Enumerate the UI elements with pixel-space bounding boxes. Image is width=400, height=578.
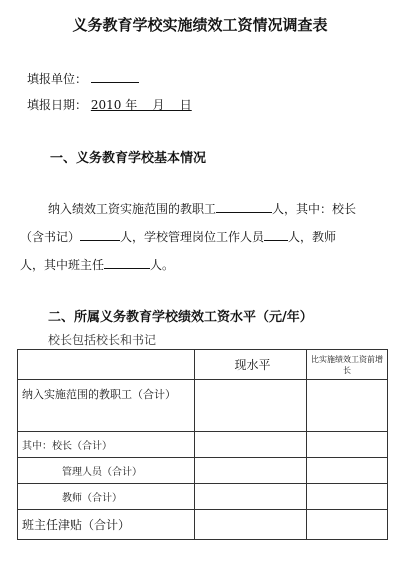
para-text: 人，学校管理岗位工作人员 — [120, 230, 265, 244]
principal-count-field[interactable] — [80, 228, 120, 241]
fill-unit-field[interactable] — [91, 70, 139, 83]
document-title: 义务教育学校实施绩效工资情况调查表 — [72, 16, 328, 34]
current-level-cell[interactable] — [195, 380, 307, 432]
para-text: 人，教师 — [288, 230, 337, 244]
fill-unit-label: 填报单位： — [27, 72, 88, 86]
row-label: 管理人员（合计） — [18, 458, 195, 484]
fill-date-field[interactable]: 2010 年 月 日 — [90, 98, 192, 112]
section-2-title: 二、所属义务教育学校绩效工资水平（元/年） — [48, 310, 313, 325]
row-label: 教师（合计） — [18, 484, 195, 510]
growth-cell[interactable] — [307, 510, 388, 540]
table-note: 校长包括校长和书记 — [48, 333, 157, 347]
growth-cell[interactable] — [307, 458, 388, 484]
header-growth: 比实施绩效工资前增长 — [307, 350, 388, 380]
table-row — [18, 484, 388, 510]
homeroom-count-field[interactable] — [104, 256, 150, 269]
row-label: 班主任津贴（合计） — [18, 510, 195, 540]
para-text: 人。 — [150, 258, 175, 272]
staff-count-field[interactable] — [216, 200, 272, 213]
table-row — [18, 510, 388, 540]
growth-cell[interactable] — [307, 432, 388, 458]
table-row — [18, 458, 388, 484]
fill-date-label: 填报日期： — [27, 98, 88, 112]
manager-count-field[interactable] — [264, 228, 288, 241]
current-level-cell[interactable] — [195, 510, 307, 540]
table-header-row — [18, 350, 388, 380]
salary-table — [17, 349, 388, 540]
growth-cell[interactable] — [307, 484, 388, 510]
fill-unit-row — [27, 70, 139, 87]
current-level-cell[interactable] — [195, 484, 307, 510]
growth-cell[interactable] — [307, 380, 388, 432]
header-current-level: 现水平 — [195, 350, 307, 380]
row-label: 其中：校长（合计） — [18, 432, 195, 458]
para-text: （含书记） — [20, 230, 81, 244]
row-label: 纳入实施范围的教职工（合计） — [18, 380, 195, 432]
current-level-cell[interactable] — [195, 432, 307, 458]
header-blank-cell — [18, 350, 195, 380]
paragraph-line-1 — [48, 197, 356, 221]
para-text: 纳入绩效工资实施范围的教职工 — [48, 202, 217, 216]
table-row — [18, 432, 388, 458]
table-row — [18, 380, 388, 432]
section-1-title: 一、义务教育学校基本情况 — [50, 151, 207, 166]
paragraph-line-3 — [20, 253, 174, 277]
para-text: 人，其中班主任 — [20, 258, 105, 272]
current-level-cell[interactable] — [195, 458, 307, 484]
paragraph-line-2 — [20, 225, 336, 249]
para-text: 人，其中：校长 — [272, 202, 357, 216]
fill-date-row — [27, 96, 192, 113]
